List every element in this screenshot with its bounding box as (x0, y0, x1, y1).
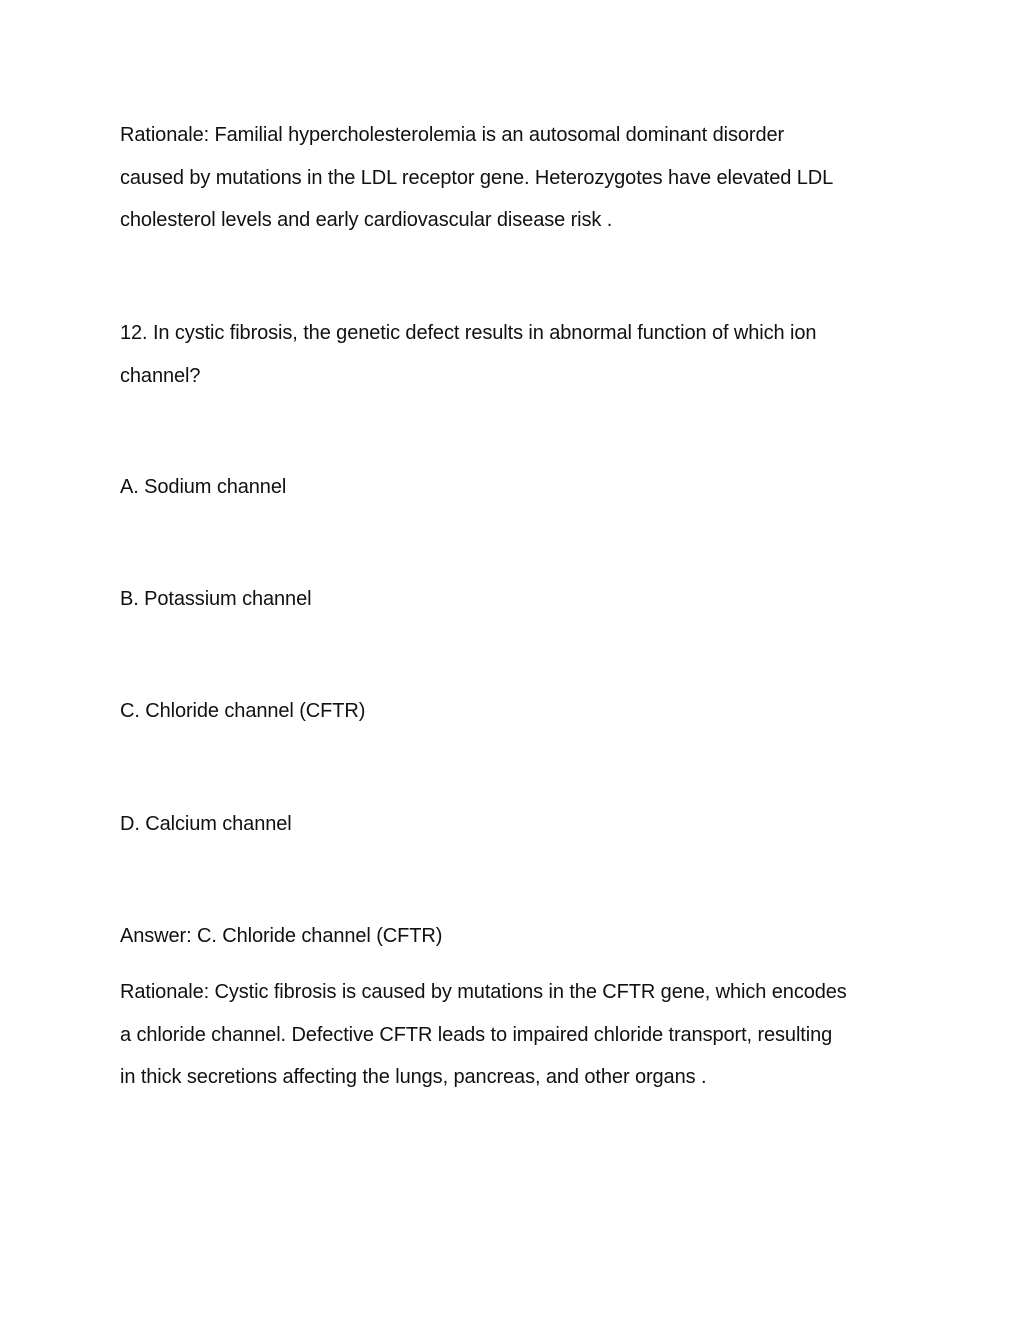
question-line-1: 12. In cystic fibrosis, the genetic defect results in abnormal function of which ion (120, 322, 817, 344)
rationale-line-2: a chloride channel. Defective CFTR leads to impaired chloride transport, resulting (120, 1024, 833, 1046)
previous-rationale-line-2: caused by mutations in the LDL receptor gene. Heterozygotes have elevated LDL (120, 167, 834, 189)
previous-rationale-line-1: Rationale: Familial hypercholesterolemia is an autosomal dominant disorder (120, 124, 785, 146)
option-a: A. Sodium channel (120, 476, 287, 498)
answer-line: Answer: C. Chloride channel (CFTR) (120, 925, 443, 947)
rationale-line-1: Rationale: Cystic fibrosis is caused by mutations in the CFTR gene, which encodes (120, 981, 847, 1003)
option-c: C. Chloride channel (CFTR) (120, 700, 366, 722)
rationale-line-3: in thick secretions affecting the lungs, pancreas, and other organs . (120, 1066, 707, 1088)
option-d: D. Calcium channel (120, 813, 292, 835)
previous-rationale-line-3: cholesterol levels and early cardiovascular disease risk . (120, 209, 613, 231)
question-line-2: channel? (120, 365, 201, 387)
option-b: B. Potassium channel (120, 588, 312, 610)
